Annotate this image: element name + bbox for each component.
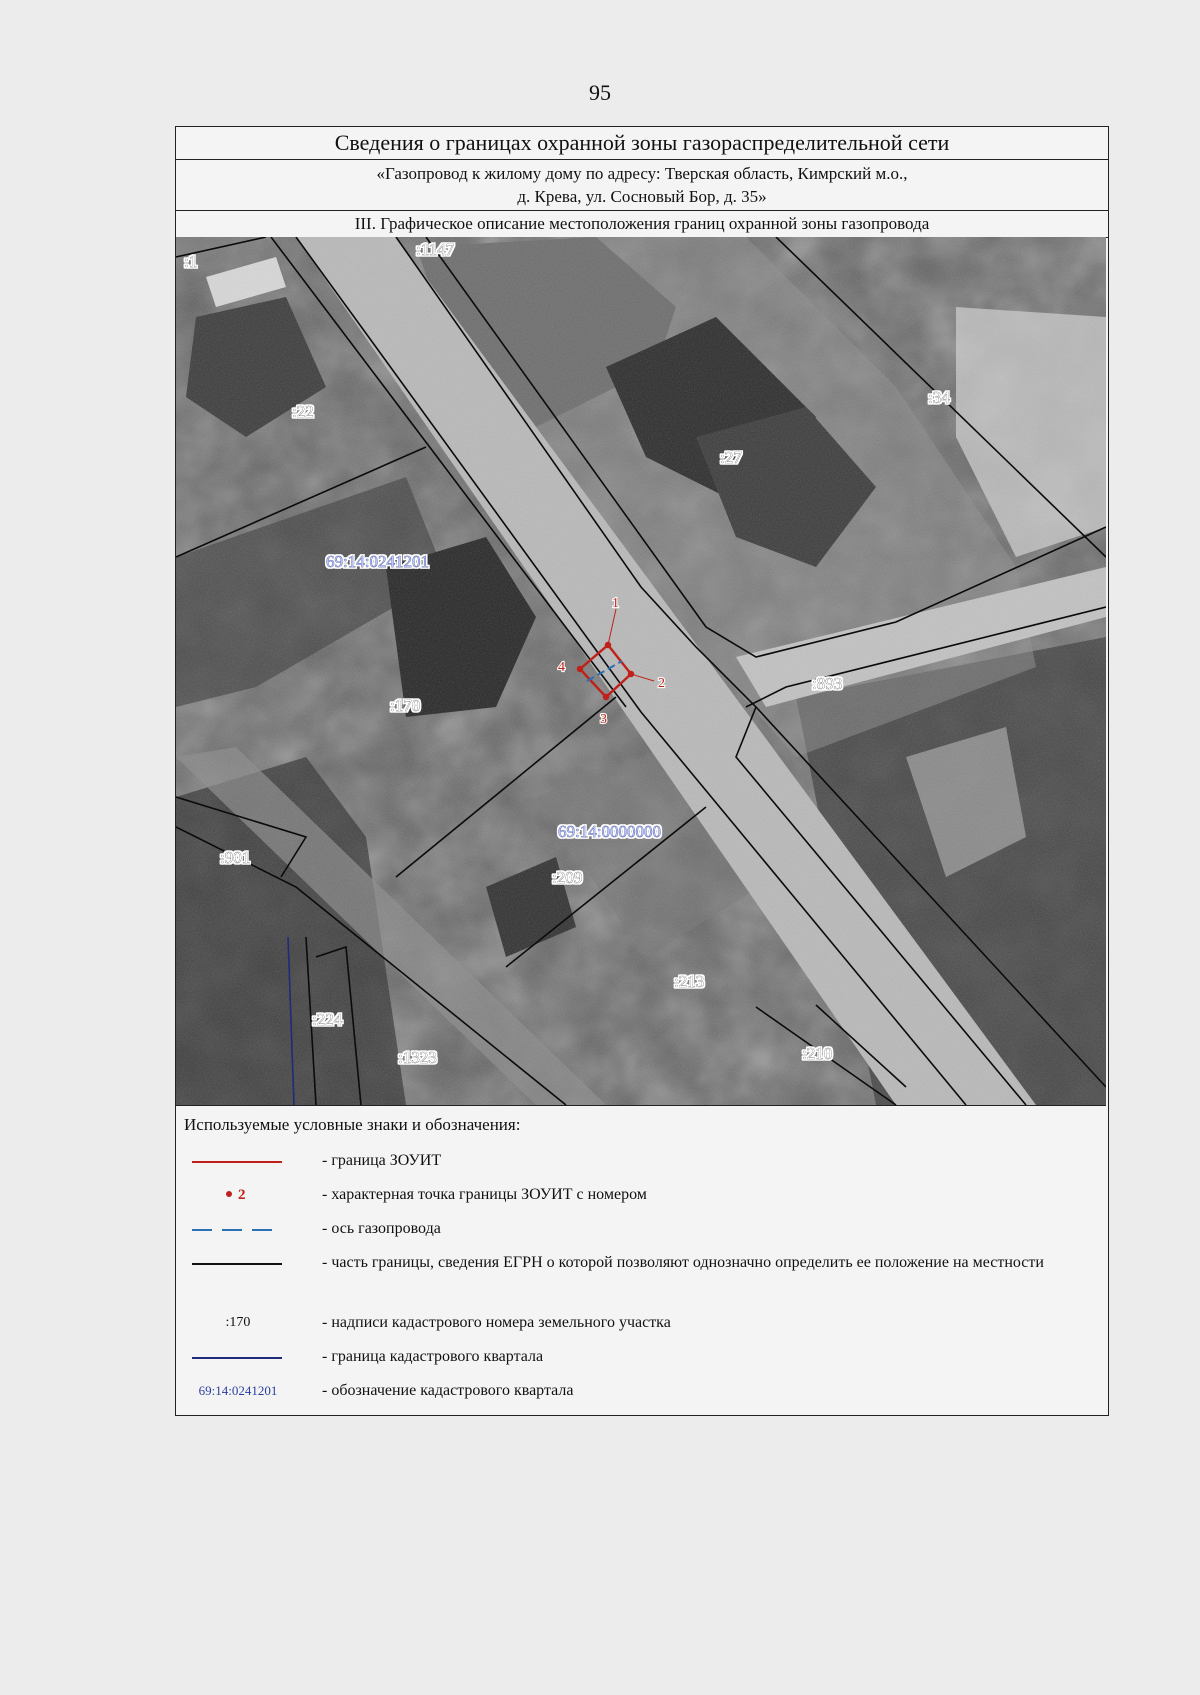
map-canvas (176, 237, 1106, 1105)
parcel-label[interactable]: :209 (552, 868, 583, 887)
legend-text: - ось газопровода (322, 1220, 441, 1237)
legend-text: - надписи кадастрового номера земельного участка (322, 1314, 671, 1331)
aerial-map[interactable] (176, 237, 1106, 1106)
quarter-label[interactable]: 69:14:0241201 (326, 552, 429, 571)
parcel-label[interactable]: :34 (928, 388, 950, 407)
red-point-icon (226, 1191, 232, 1197)
parcel-label[interactable]: :210 (802, 1044, 833, 1063)
point-label: 2 (658, 676, 665, 691)
quarter-label[interactable]: 69:14:0000000 (558, 822, 661, 841)
zouit-point-3[interactable] (603, 694, 609, 700)
legend-item-gas-axis (176, 1217, 1108, 1247)
parcel-label[interactable]: :1 (184, 252, 198, 271)
dashed-line-icon (192, 1229, 282, 1231)
point-label: 3 (600, 712, 607, 727)
point-label: 4 (558, 660, 565, 675)
legend-symbol (188, 1183, 288, 1213)
black-line-icon (192, 1263, 282, 1265)
legend-item-zouit-boundary (176, 1149, 1108, 1179)
navy-line-icon (192, 1357, 282, 1359)
legend-symbol (188, 1251, 288, 1281)
legend-text: - обозначение кадастрового квартала (322, 1382, 574, 1399)
parcel-label[interactable]: :1147 (416, 240, 455, 259)
parcel-label[interactable]: :1323 (398, 1048, 437, 1067)
legend-text: - граница ЗОУИТ (322, 1152, 442, 1169)
legend-symbol (188, 1345, 288, 1375)
parcel-label[interactable]: :224 (312, 1010, 343, 1029)
document-title: Сведения о границах охранной зоны газораспределительной сети (176, 127, 1108, 160)
parcel-label[interactable]: :170 (390, 696, 421, 715)
legend-title: Используемые условные знаки и обозначения: (184, 1115, 521, 1134)
legend-item-quarter-boundary (176, 1345, 1108, 1375)
object-line-2: д. Крева, ул. Сосновый Бор, д. 35» (517, 187, 767, 206)
point-label: 1 (612, 596, 619, 611)
zouit-point-4[interactable] (577, 666, 583, 672)
legend-symbol (188, 1379, 288, 1409)
legend-text: - часть границы, сведения ЕГРН о которой позволяют однозначно определить ее положение на местности (322, 1254, 1044, 1271)
quarter-label-sample: 69:14:0241201 (198, 1383, 278, 1398)
parcel-label[interactable]: :901 (220, 848, 251, 867)
legend-item-parcel-label (176, 1311, 1108, 1341)
legend-text: - характерная точка границы ЗОУИТ с номером (322, 1186, 647, 1203)
parcel-label[interactable]: :22 (292, 402, 314, 421)
parcel-label-sample: :170 (225, 1315, 251, 1330)
red-line-icon (192, 1161, 282, 1163)
parcel-label[interactable]: :27 (720, 448, 742, 467)
legend-symbol (188, 1311, 288, 1341)
legend-item-quarter-label (176, 1379, 1108, 1409)
legend-symbol (188, 1217, 288, 1247)
page-number: 95 (589, 80, 611, 105)
parcel-label[interactable]: :893 (812, 674, 843, 693)
point-number-sample: 2 (238, 1187, 246, 1203)
object-description (176, 159, 1108, 211)
object-line-1: «Газопровод к жилому дому по адресу: Тверская область, Кимрский м.о., (376, 164, 908, 183)
parcel-label[interactable]: :213 (674, 972, 705, 991)
section-title: III. Графическое описание местоположения границ охранной зоны газопровода (176, 211, 1108, 238)
legend-item-parcel-boundary (176, 1251, 1108, 1303)
legend-text: - граница кадастрового квартала (322, 1348, 544, 1365)
document-frame (175, 126, 1109, 1416)
photo-grain (176, 237, 1106, 1105)
legend-item-zouit-point (176, 1183, 1108, 1213)
legend-symbol (188, 1149, 288, 1179)
